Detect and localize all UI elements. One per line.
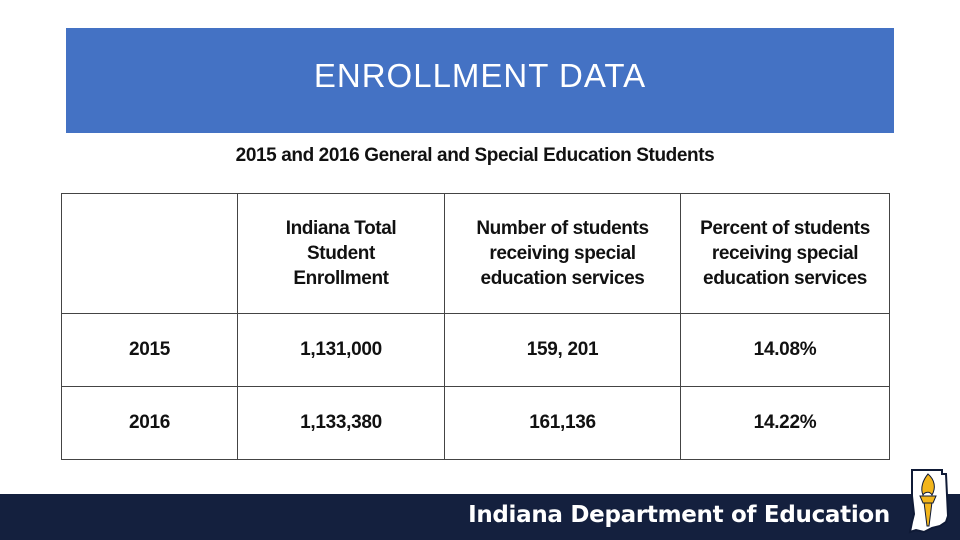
table-caption: 2015 and 2016 General and Special Education Students [235,145,715,166]
footer-org-name: Indiana Department of Education [468,502,890,528]
header-cell-empty [62,194,238,314]
footer-bar [0,494,960,540]
row-special-ed-percent: 14.08% [681,314,890,387]
enrollment-table [61,193,890,460]
table-header-row [62,194,890,314]
row-special-ed-count: 161,136 [445,387,681,460]
header-special-ed-percent: Percent of students receiving special education services [681,194,890,314]
row-total-enrollment: 1,133,380 [238,387,445,460]
table-row [62,314,890,387]
indiana-torch-logo-icon [902,466,956,536]
title-banner [66,28,894,133]
row-year: 2015 [62,314,238,387]
row-year: 2016 [62,387,238,460]
row-special-ed-count: 159, 201 [445,314,681,387]
row-special-ed-percent: 14.22% [681,387,890,460]
header-total-enrollment: Indiana Total Student Enrollment [238,194,445,314]
row-total-enrollment: 1,131,000 [238,314,445,387]
slide-title: ENROLLMENT DATA [313,56,647,94]
table-row [62,387,890,460]
header-special-ed-count: Number of students receiving special education services [445,194,681,314]
